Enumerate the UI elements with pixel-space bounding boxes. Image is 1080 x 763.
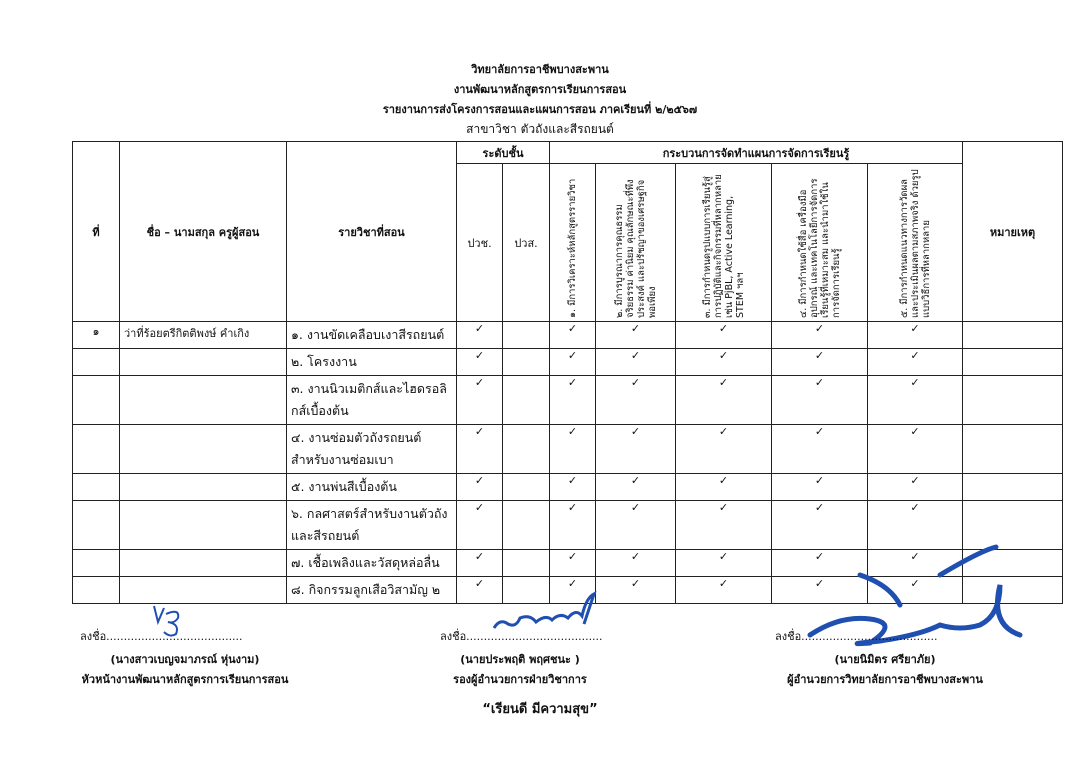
- row-number: [73, 349, 120, 376]
- check-process-3: ✓: [676, 501, 772, 550]
- cell-level-high-vocational: [503, 322, 550, 349]
- signer-2-name: (นายประพฤติ พฤศชนะ ): [460, 653, 580, 666]
- check-level-vocational: ✓: [457, 322, 503, 349]
- check-process-3: ✓: [676, 376, 772, 425]
- check-process-1: ✓: [550, 577, 596, 604]
- process-5-header: ๕. มีการกำหนดแนวทางการวัดผลและประเมินผลตามสภาพจริง ด้วยรูปแบบวิธีการที่หลากหลาย: [898, 168, 932, 318]
- subject-name: ๘. กิจกรรมลูกเสือวิสามัญ ๒: [287, 577, 457, 604]
- subject-name: ๒. โครงงาน: [287, 349, 457, 376]
- subject-name: ๗. เชื้อเพลิงและวัสดุหล่อลื่น: [287, 550, 457, 577]
- remark-cell: [963, 474, 1063, 501]
- check-process-5: ✓: [868, 501, 963, 550]
- check-process-3: ✓: [676, 474, 772, 501]
- report-title: รายงานการส่งโครงการสอนและแผนการสอน ภาคเรียนที่ ๒/๒๕๖๗: [382, 103, 698, 116]
- check-level-vocational: ✓: [457, 425, 503, 474]
- check-process-4: ✓: [772, 322, 868, 349]
- subject-name: ๓. งานนิวเมติกส์และไฮดรอลิกส์เบื้องต้น: [287, 376, 457, 425]
- check-process-1: ✓: [550, 376, 596, 425]
- teacher-name: [120, 550, 287, 577]
- check-process-4: ✓: [772, 550, 868, 577]
- college-name: วิทยาลัยการอาชีพบางสะพาน: [471, 63, 609, 76]
- check-level-vocational: ✓: [457, 474, 503, 501]
- level-high-vocational: ปวส.: [503, 164, 550, 322]
- table-row: [73, 425, 1063, 474]
- process-2-header: ๒. มีการบูรณาการคุณธรรม จริยธรรม ค่านิยม คุณลักษณะที่พึงประสงค์ และปรัชญาของเศรษฐกิจพอเพียง: [613, 178, 658, 318]
- col-subject-header: รายวิชาที่สอน: [287, 142, 457, 322]
- check-process-5: ✓: [868, 349, 963, 376]
- check-process-1: ✓: [550, 322, 596, 349]
- col-no-header: ที่: [73, 142, 120, 322]
- check-process-4: ✓: [772, 376, 868, 425]
- table-row: [73, 349, 1063, 376]
- check-process-2: ✓: [596, 550, 676, 577]
- col-process-header: กระบวนการจัดทำแผนการจัดการเรียนรู้: [550, 142, 963, 164]
- check-process-2: ✓: [596, 322, 676, 349]
- table-row: [73, 474, 1063, 501]
- table-row: [73, 501, 1063, 550]
- signer-1-title: หัวหน้างานพัฒนาหลักสูตรการเรียนการสอน: [81, 673, 289, 686]
- subject-name: ๔. งานซ่อมตัวถังรถยนต์สำหรับงานซ่อมเบา: [287, 425, 457, 474]
- level-vocational: ปวช.: [457, 164, 503, 322]
- check-process-4: ✓: [772, 474, 868, 501]
- teacher-name: [120, 349, 287, 376]
- col-remark-header: หมายเหตุ: [963, 142, 1063, 322]
- row-number: [73, 474, 120, 501]
- signer-3-title: ผู้อำนวยการวิทยาลัยการอาชีพบางสะพาน: [787, 673, 983, 686]
- check-process-1: ✓: [550, 425, 596, 474]
- col-level-header: ระดับชั้น: [457, 142, 550, 164]
- check-process-4: ✓: [772, 501, 868, 550]
- cell-level-high-vocational: [503, 349, 550, 376]
- check-process-5: ✓: [868, 376, 963, 425]
- row-number: ๑: [73, 322, 120, 349]
- remark-cell: [963, 349, 1063, 376]
- cell-level-high-vocational: [503, 550, 550, 577]
- sign-line-2: ลงชื่อ.......................................: [440, 630, 603, 643]
- row-number: [73, 550, 120, 577]
- check-process-5: ✓: [868, 322, 963, 349]
- check-level-vocational: ✓: [457, 550, 503, 577]
- check-process-2: ✓: [596, 349, 676, 376]
- check-level-vocational: ✓: [457, 376, 503, 425]
- signer-3-name: (นายนิมิตร ศรียาภัย): [834, 653, 936, 666]
- process-3-header: ๓. มีการกำหนดรูปแบบการเรียนรู้สู่การปฏิบัติและกิจกรรมที่หลากหลาย เช่น PjBL, Active Learning, STEM ฯลฯ: [701, 173, 746, 318]
- teacher-name: [120, 376, 287, 425]
- sign-line-1: ลงชื่อ.......................................: [80, 630, 243, 643]
- teacher-name: [120, 577, 287, 604]
- check-process-3: ✓: [676, 550, 772, 577]
- check-process-2: ✓: [596, 474, 676, 501]
- remark-cell: [963, 501, 1063, 550]
- check-process-5: ✓: [868, 550, 963, 577]
- remark-cell: [963, 322, 1063, 349]
- subject-name: ๖. กลศาสตร์สำหรับงานตัวถังและสีรถยนต์: [287, 501, 457, 550]
- check-process-4: ✓: [772, 349, 868, 376]
- check-level-vocational: ✓: [457, 349, 503, 376]
- process-4-header: ๔. มีการกำหนดใช้สื่อ เครื่องมือ อุปกรณ์ และเทคโนโลยีการจัดการเรียนรู้ที่เหมาะสม และนำมาใช้ในการจัดการเรียนรู้: [797, 177, 842, 318]
- table-row: [73, 322, 1063, 349]
- col-name-header: ชื่อ – นามสกุล ครูผู้สอน: [120, 142, 287, 322]
- check-process-5: ✓: [868, 577, 963, 604]
- remark-cell: [963, 376, 1063, 425]
- check-process-3: ✓: [676, 425, 772, 474]
- check-process-3: ✓: [676, 322, 772, 349]
- cell-level-high-vocational: [503, 425, 550, 474]
- signer-2-title: รองผู้อำนวยการฝ่ายวิชาการ: [453, 673, 587, 686]
- teacher-name: [120, 474, 287, 501]
- check-process-2: ✓: [596, 376, 676, 425]
- check-process-1: ✓: [550, 349, 596, 376]
- teacher-name: [120, 425, 287, 474]
- row-number: [73, 501, 120, 550]
- check-process-4: ✓: [772, 425, 868, 474]
- row-number: [73, 425, 120, 474]
- check-process-1: ✓: [550, 474, 596, 501]
- program-name: สาขาวิชา ตัวถังและสีรถยนต์: [466, 122, 614, 136]
- check-process-1: ✓: [550, 501, 596, 550]
- check-level-vocational: ✓: [457, 501, 503, 550]
- check-process-3: ✓: [676, 349, 772, 376]
- table-row: [73, 376, 1063, 425]
- cell-level-high-vocational: [503, 474, 550, 501]
- cell-level-high-vocational: [503, 376, 550, 425]
- check-process-2: ✓: [596, 577, 676, 604]
- remark-cell: [963, 425, 1063, 474]
- check-process-4: ✓: [772, 577, 868, 604]
- check-level-vocational: ✓: [457, 577, 503, 604]
- row-number: [73, 376, 120, 425]
- row-number: [73, 577, 120, 604]
- process-1-header: ๑. มีการวิเคราะห์หลักสูตรรายวิชา: [567, 178, 578, 318]
- subject-name: ๑. งานขัดเคลือบเงาสีรถยนต์: [287, 322, 457, 349]
- cell-level-high-vocational: [503, 501, 550, 550]
- check-process-3: ✓: [676, 577, 772, 604]
- department-name: งานพัฒนาหลักสูตรการเรียนการสอน: [453, 83, 627, 96]
- signer-1-name: (นางสาวเบญจมาภรณ์ หุ่นงาม): [110, 653, 260, 666]
- report-table: [72, 141, 1063, 604]
- check-process-2: ✓: [596, 501, 676, 550]
- teacher-name: [120, 501, 287, 550]
- subject-name: ๕. งานพ่นสีเบื้องต้น: [287, 474, 457, 501]
- teacher-name: ว่าที่ร้อยตรีกิตติพงษ์ คำเกิง: [120, 322, 287, 349]
- check-process-5: ✓: [868, 425, 963, 474]
- check-process-2: ✓: [596, 425, 676, 474]
- check-process-1: ✓: [550, 550, 596, 577]
- motto: “เรียนดี มีความสุข”: [482, 702, 598, 717]
- sign-line-3: ลงชื่อ.......................................: [775, 630, 938, 643]
- check-process-5: ✓: [868, 474, 963, 501]
